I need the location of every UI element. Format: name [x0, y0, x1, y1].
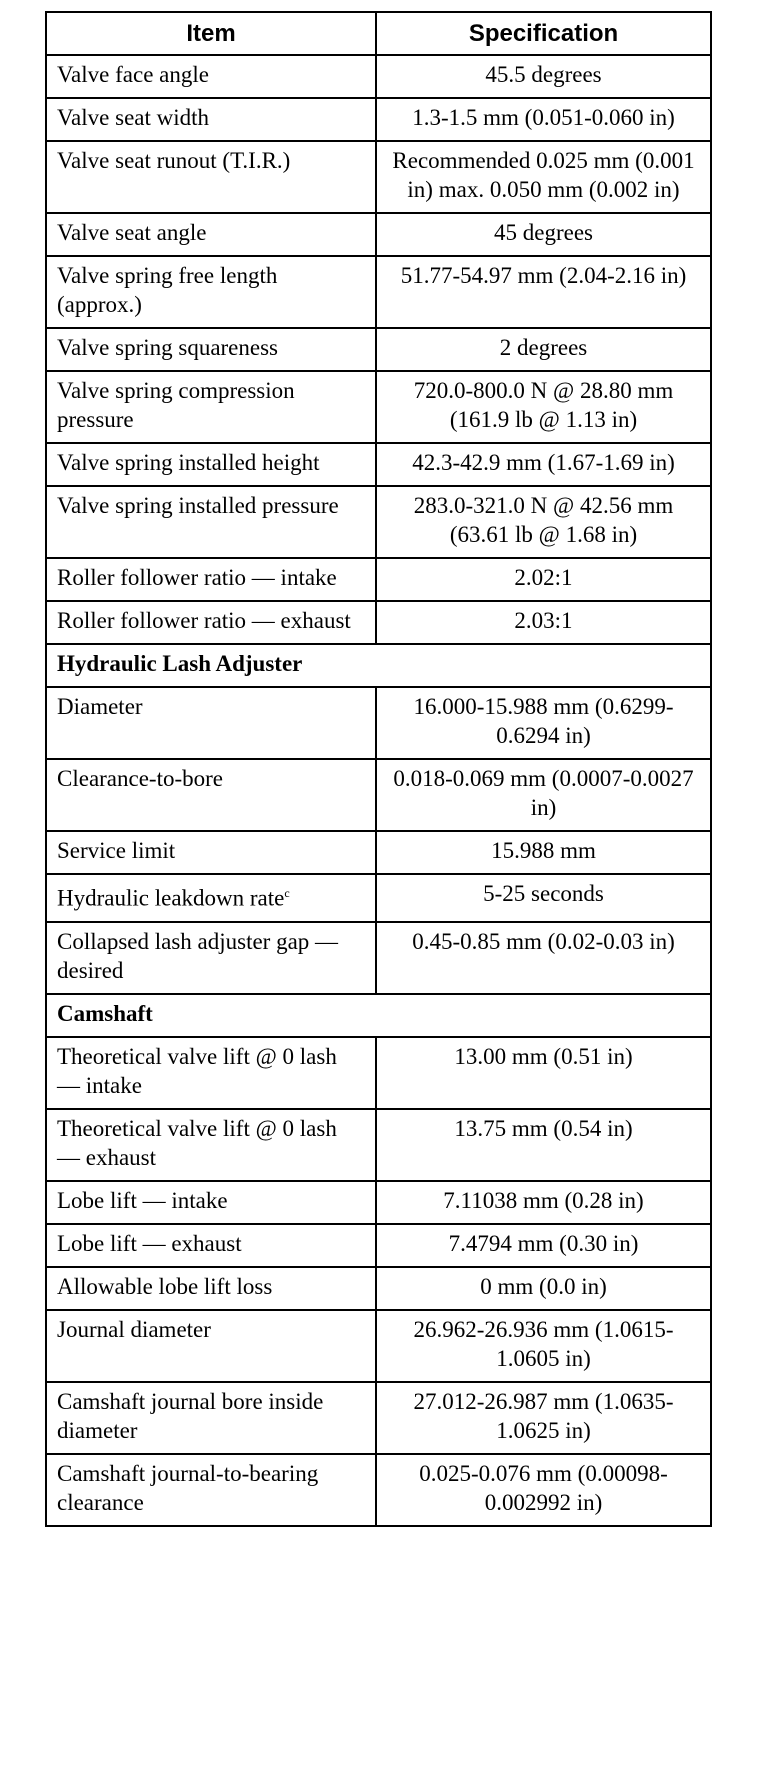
- table-row: [46, 55, 711, 98]
- table-row: [46, 98, 711, 141]
- table-row: [46, 1310, 711, 1382]
- section-heading-camshaft: Camshaft: [46, 994, 711, 1037]
- item-cell: Theoretical valve lift @ 0 lash — exhaust: [46, 1109, 376, 1181]
- table-row: [46, 874, 711, 922]
- header-item: Item: [46, 12, 376, 55]
- item-cell: Valve seat angle: [46, 213, 376, 256]
- spec-cell: 42.3-42.9 mm (1.67-1.69 in): [376, 443, 711, 486]
- spec-cell: 45.5 degrees: [376, 55, 711, 98]
- item-cell: Clearance-to-bore: [46, 759, 376, 831]
- spec-cell: 283.0-321.0 N @ 42.56 mm (63.61 lb @ 1.68 in): [376, 486, 711, 558]
- table-row: [46, 1267, 711, 1310]
- table-row: [46, 141, 711, 213]
- section-row-lash-adjuster: [46, 644, 711, 687]
- item-cell: Camshaft journal-to-bearing clearance: [46, 1454, 376, 1526]
- table-row: [46, 558, 711, 601]
- section-heading-lash-adjuster: Hydraulic Lash Adjuster: [46, 644, 711, 687]
- item-cell: Collapsed lash adjuster gap — desired: [46, 922, 376, 994]
- spec-cell: 5-25 seconds: [376, 874, 711, 922]
- table-row: [46, 1109, 711, 1181]
- spec-cell: 27.012-26.987 mm (1.0635-1.0625 in): [376, 1382, 711, 1454]
- spec-cell: 26.962-26.936 mm (1.0615-1.0605 in): [376, 1310, 711, 1382]
- header-spec: Specification: [376, 12, 711, 55]
- table-row: [46, 328, 711, 371]
- item-cell: Diameter: [46, 687, 376, 759]
- item-cell: Journal diameter: [46, 1310, 376, 1382]
- table-row: [46, 1181, 711, 1224]
- spec-cell: 7.11038 mm (0.28 in): [376, 1181, 711, 1224]
- table-row: [46, 256, 711, 328]
- table-row: [46, 371, 711, 443]
- item-cell: Theoretical valve lift @ 0 lash — intake: [46, 1037, 376, 1109]
- item-cell: Valve spring installed height: [46, 443, 376, 486]
- table-row: [46, 831, 711, 874]
- table-row: [46, 601, 711, 644]
- leakdown-label: Hydraulic leakdown rate: [57, 885, 285, 911]
- item-cell: Allowable lobe lift loss: [46, 1267, 376, 1310]
- item-cell: [46, 874, 376, 922]
- spec-cell: 2.03:1: [376, 601, 711, 644]
- spec-cell: Recommended 0.025 mm (0.001 in) max. 0.050 mm (0.002 in): [376, 141, 711, 213]
- item-cell: Valve face angle: [46, 55, 376, 98]
- table-row: [46, 1454, 711, 1526]
- spec-cell: 51.77-54.97 mm (2.04-2.16 in): [376, 256, 711, 328]
- spec-cell: 0.45-0.85 mm (0.02-0.03 in): [376, 922, 711, 994]
- item-cell: Camshaft journal bore inside diameter: [46, 1382, 376, 1454]
- spec-cell: 16.000-15.988 mm (0.6299-0.6294 in): [376, 687, 711, 759]
- table-row: [46, 687, 711, 759]
- table-row: [46, 1037, 711, 1109]
- item-cell: Valve spring squareness: [46, 328, 376, 371]
- spec-cell: 2.02:1: [376, 558, 711, 601]
- spec-cell: 13.00 mm (0.51 in): [376, 1037, 711, 1109]
- item-cell: Valve spring free length (approx.): [46, 256, 376, 328]
- item-cell: Roller follower ratio — intake: [46, 558, 376, 601]
- table-row: [46, 759, 711, 831]
- spec-cell: 2 degrees: [376, 328, 711, 371]
- spec-cell: 720.0-800.0 N @ 28.80 mm (161.9 lb @ 1.13 in): [376, 371, 711, 443]
- item-cell: Valve spring installed pressure: [46, 486, 376, 558]
- table-row: [46, 922, 711, 994]
- spec-cell: 45 degrees: [376, 213, 711, 256]
- header-row: [46, 12, 711, 55]
- item-cell: Valve spring compression pressure: [46, 371, 376, 443]
- footnote-marker: c: [284, 886, 290, 900]
- spec-cell: 0.018-0.069 mm (0.0007-0.0027 in): [376, 759, 711, 831]
- spec-table: [45, 11, 712, 1527]
- item-cell: Roller follower ratio — exhaust: [46, 601, 376, 644]
- table-row: [46, 1224, 711, 1267]
- table-row: [46, 443, 711, 486]
- table-row: [46, 213, 711, 256]
- spec-cell: 0.025-0.076 mm (0.00098-0.002992 in): [376, 1454, 711, 1526]
- spec-cell: 13.75 mm (0.54 in): [376, 1109, 711, 1181]
- item-cell: Service limit: [46, 831, 376, 874]
- spec-cell: 7.4794 mm (0.30 in): [376, 1224, 711, 1267]
- table-row: [46, 1382, 711, 1454]
- table-row: [46, 486, 711, 558]
- item-cell: Valve seat width: [46, 98, 376, 141]
- spec-cell: 15.988 mm: [376, 831, 711, 874]
- spec-cell: 0 mm (0.0 in): [376, 1267, 711, 1310]
- item-cell: Lobe lift — exhaust: [46, 1224, 376, 1267]
- item-cell: Valve seat runout (T.I.R.): [46, 141, 376, 213]
- spec-cell: 1.3-1.5 mm (0.051-0.060 in): [376, 98, 711, 141]
- section-row-camshaft: [46, 994, 711, 1037]
- item-cell: Lobe lift — intake: [46, 1181, 376, 1224]
